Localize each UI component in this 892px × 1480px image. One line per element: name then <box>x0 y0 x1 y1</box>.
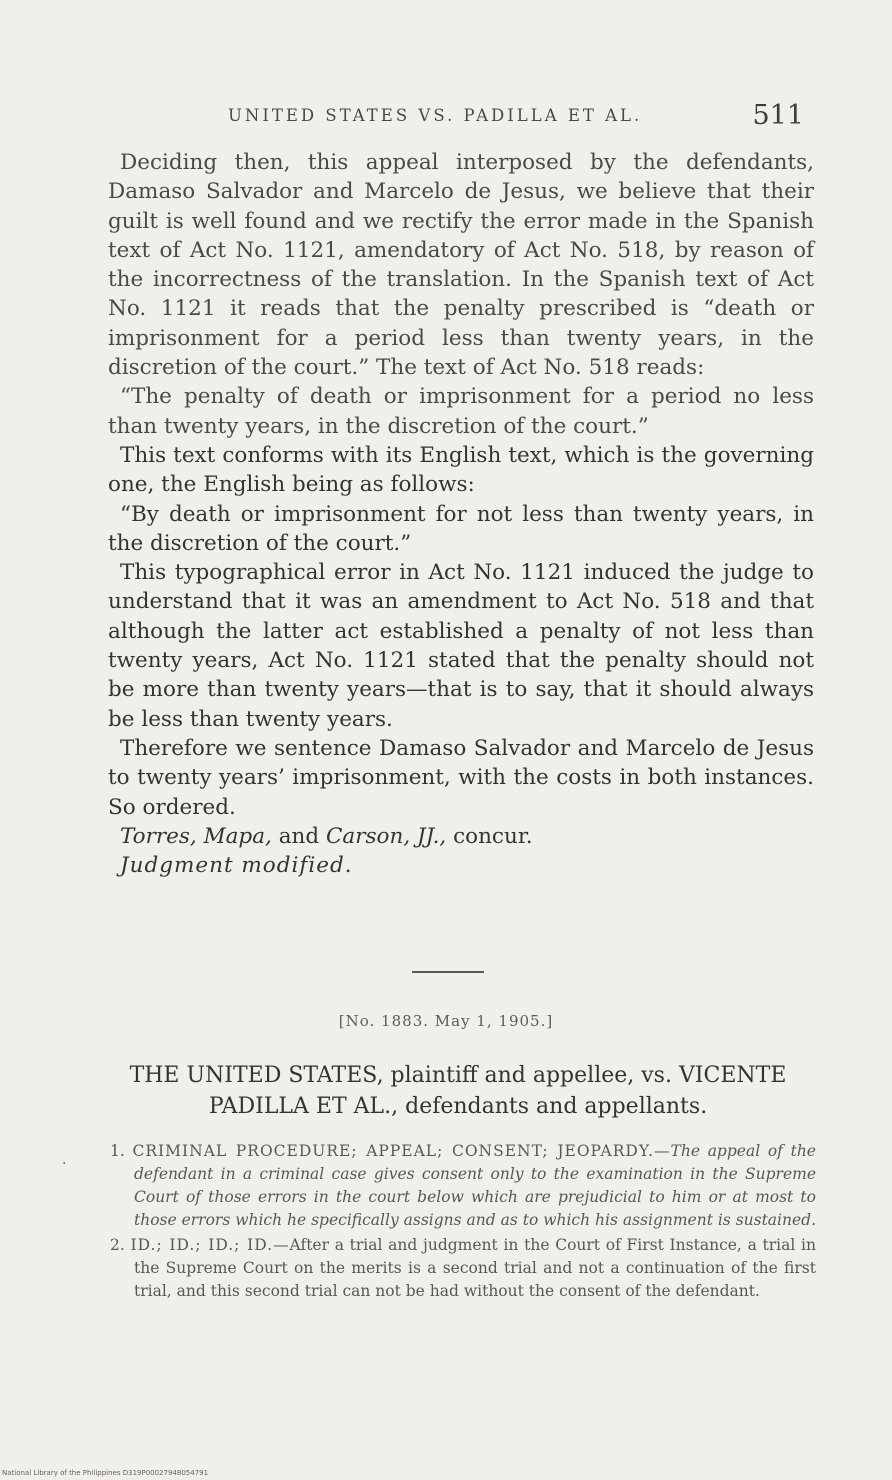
concurrence-and: and <box>278 823 320 849</box>
running-head <box>108 100 814 140</box>
paragraph-sentence: Therefore we sentence Damaso Salvador and Marcelo de Jesus to twenty years’ imprisonment, with the costs in both instances. So ordered. <box>108 735 814 820</box>
case-title-line-1: THE UNITED STATES, plaintiff and appellee, vs. VICENTE <box>129 1063 787 1088</box>
case-title <box>88 1060 828 1122</box>
headnote-2 <box>110 1234 816 1303</box>
concurring-justice-last: Carson, JJ., <box>325 823 447 849</box>
scan-footer: National Library of the Philippines D319P00027948054791 <box>2 1469 209 1477</box>
paragraph-quote-english: “By death or imprisonment for not less than twenty years, in the discretion of the court.” <box>108 501 814 556</box>
page-number: 511 <box>752 100 804 131</box>
headnote-text: The appeal of the defendant in a criminal case gives consent only to the examination in the Supreme Court of those errors in the court below which are prejudicial to him or at most to those errors which he specifically assigns and as to which his assignment is sustained. <box>134 1142 817 1229</box>
margin-dot: . <box>62 1152 67 1168</box>
headnote-number: 2. <box>110 1236 125 1254</box>
paragraph-deciding: Deciding then, this appeal interposed by the defendants, Damaso Salvador and Marcelo de Jesus, we believe that their guilt is well found and we rectify the error made in the Spanish text of Act No. 1121, amendatory of Act No. 518, by reason of the incorrectness of the translation. In the Spanish text of Act No. 1121 it reads that the penalty prescribed is “death or imprisonment for a period less than twenty years, in the discretion of the court.” The text of Act No. 518 reads: <box>108 150 814 381</box>
judgment-line: Judgment modified. <box>120 853 353 879</box>
paragraph-quote-spanish: “The penalty of death or imprisonment for a period no less than twenty years, in the discretion of the court.” <box>108 384 814 439</box>
headnote-text: After a trial and judgment in the Court of First Instance, a trial in the Supreme Court on the merits is a second trial and not a continuation of the first trial, and this second trial can not be had without the consent of the defendant. <box>134 1236 816 1300</box>
concurrence-verb: concur. <box>453 823 533 849</box>
headnote-topic: CRIMINAL PROCEDURE; APPEAL; CONSENT; JEOPARDY.— <box>132 1142 671 1160</box>
headnote-1 <box>110 1140 816 1232</box>
opinion-body <box>108 148 814 880</box>
headnote-topic: ID.; ID.; ID.; ID.— <box>130 1236 290 1254</box>
section-divider <box>412 971 484 973</box>
concurrence-line <box>108 822 814 851</box>
running-title: UNITED STATES VS. PADILLA ET AL. <box>228 106 643 125</box>
concurring-justices: Torres, Mapa, <box>120 823 272 849</box>
case-number: [No. 1883. May 1, 1905.] <box>338 1012 554 1030</box>
paragraph-typographical-error: This typographical error in Act No. 1121 induced the judge to understand that it was an amendment to Act No. 518 and that although the latter act established a penalty of not less than twenty years, Act No. 1121 stated that the penalty should not be more than twenty years—that is to say, that it should always be less than twenty years. <box>108 560 814 732</box>
paragraph-english-governing: This text conforms with its English text, which is the governing one, the English being as follows: <box>108 442 814 498</box>
headnote-number: 1. <box>110 1142 125 1160</box>
case-title-line-2: PADILLA ET AL., defendants and appellants. <box>208 1094 708 1119</box>
headnotes <box>110 1140 816 1305</box>
